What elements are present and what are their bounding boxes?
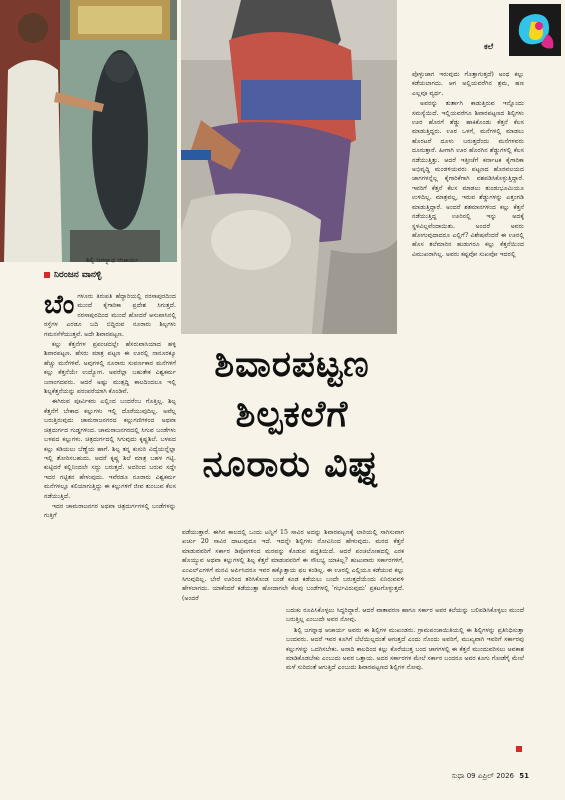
headline-line-2: ಶಿಲ್ಪಕಲೆಗೆ — [235, 394, 349, 435]
article-column-3 — [412, 70, 524, 602]
end-marker — [516, 746, 522, 752]
headline-block — [178, 334, 406, 526]
paragraph: ಇದರ ಚಾಮರಾಜನಗರ ಅಥವಾ ಚಿತ್ರದುರ್ಗಗಳಲ್ಲಿ ಬಂಡೆಗಳನ್ನು ಗುತ್ತಿಗೆ — [44, 502, 176, 520]
headline-line-3: ನೂರಾರು ವಿಘ್ನ — [202, 444, 382, 485]
paragraph: ಕಲ್ಲು ಕೆತ್ತನೆಗಳ ಪ್ರಪಂಚದಲ್ಲೇ ಹೆಸರುವಾಸಿಯಾದ ಹಳ್ಳಿ ಶಿವಾರಪಟ್ಟಣ. ಹೆಸರು ಮಾತ್ರ ಪಟ್ಟಣ ಈ ಊರಲ್ಲಿ ನಾನೂರಕ್ಕೂ ಹೆಚ್ಚು ಮನೆಗಳಿವೆ. ಅವುಗಳಲ್ಲಿ ನೂರಾರು ಸುವರ್ಣಕಾರ ಮನೆಗಳಿಗೆ ಕಲ್ಲು ಕೆತ್ತನೆಯೇ ಉದ್ಯೋಗ. ಅವರೆಲ್ಲಾ ಬಹುತೇಕ ವಿಶ್ವಕರ್ಮ ಜನಾಂಗದವರು. ಆದರೆ ಅಷ್ಟು ಮುತ್ಸದ್ದಿ ಕಾಲದಿಂದಲೂ ಇಲ್ಲಿ ಶಿಲ್ಪಕೆತ್ತನೆಯನ್ನು ಪರಂಪರೆಯಾಗಿ ಕೊಂಡಿವೆ. — [44, 341, 176, 396]
left-photo-caption: ಶಿಲ್ಪಿ ಜಗನ್ನಾಥ ಆಚಾರ್ಯ — [86, 256, 139, 264]
section-label: ಕಲೆ — [484, 42, 494, 51]
dropcap: ಬೆಂ — [44, 292, 75, 320]
page-number: 51 — [519, 772, 529, 780]
byline — [44, 270, 101, 280]
paragraph: ಅವರನ್ನು ತುರ್ತಾಗಿ ಕಾಡುತ್ತಿರುವ ಇನ್ನೊಂದು ಸಮಸ್ಯೆಯಿದೆ. ಇಲ್ಲಿಯವರೆಗೂ ಶಿವಾರಪಟ್ಟಣದ ಶಿಲ್ಪಿಗಳು ಊರ ಹೊರಗೆ ಶೆಡ್ಡು ಹಾಕಿಕೊಂಡು ಕೆತ್ತನೆ ಕೆಲಸ ಮಾಡುತ್ತಿದ್ದರು. ಊರ ಒಳಗೆ, ಮನೆಗಳಲ್ಲಿ ಮಾಡಲು ಹೊರಟರೆ ದೂಳು ಬರುತ್ತದೆಂದು ಮನೆಗಳವರು ದೂರುತ್ತಾರೆ. ಹೀಗಾಗಿ ಊರ ಹೊರಗಿನ ಶೆಡ್ಡುಗಳಲ್ಲಿ ಕೆಲಸ ನಡೆಯುತ್ತಿತ್ತು. ಆದರೆ ಇತ್ತೀಚೆಗೆ ಕರ್ನಾಟಕ ಕೈಗಾರಿಕಾ ಅಭಿವೃದ್ಧಿ ಮಂಡಳಿಯವರು ಪಟ್ಟಣದ ಹೊರವಲಯದ ಜಾಗಗಳನ್ನೆಲ್ಲ ಕೈಗಾರಿಕೆಗಾಗಿ ವಶಪಡಿಸಿಕೊಳ್ಳುತ್ತಿದ್ದಾರೆ. ಇವರಿಗೆ ಕೆತ್ತನೆ ಕೆಲಸ ಮಾಡಲು ತುಂಡುಭೂಮಿಯೂ ಉಳಿದಿಲ್ಲ. ಮಾತ್ರವಲ್ಲ, ಇರುವ ಶೆಡ್ಡುಗಳನ್ನು ಎತ್ತಂಗಡಿ ಮಾಡುತ್ತಿದ್ದಾರೆ. ಅಂದರೆ ಶತಮಾನಗಳಿಂದ ಕಲ್ಲು ಕೆತ್ತನೆ ನಡೆಯುತ್ತಿದ್ದ ಊರಿನಲ್ಲಿ ಇನ್ನು ಅದಕ್ಕೆ ಸ್ಥಳವಿಲ್ಲವೆಂದಾಯಿತು. ಅಂದರೆ ಅವರು ಹೋಗುವುದಾದರೂ ಎಲ್ಲಿಗೆ? ವಿಶೇಷವೆಂದರೆ ಈ ಊರಲ್ಲಿ ಹೊಸ ತಲೆಮಾರಿನ ಹುಡುಗರೂ ಕಲ್ಲು ಕೆತ್ತನೆಯಿಂದ ವಿಮುಖರಾಗಿಲ್ಲ. ಅವರು ಕಷ್ಟವೋ ಸುಖವೋ ಇದರಲ್ಲಿ — [412, 100, 524, 258]
byline-author: ನಿರಂಜನ ವಾನಳ್ಳಿ — [54, 270, 102, 280]
paragraph: ಬದುಕು ರೂಪಿಸಿಕೊಳ್ಳಲು ಸಿದ್ಧರಿದ್ದಾರೆ. ಆದರೆ ವಾತಾವರಣ ಹಾಗೂ ಸರ್ಕಾರ ಅವರ ಕಲೆಯನ್ನು ಬಲಿಪಡಿಸಿಕೊಳ್ಳಲು ಮುಂದೆ ಬರುತ್ತಿಲ್ಲ ಎಂಬುದೇ ಅವರ ನೋವು. — [286, 607, 524, 624]
paragraph: ಪೊಳ್ಳುಜಾಗ ಇರುವುದು ಗೊತ್ತಾಗುತ್ತದೆ) ಅಂಥ ಕಲ್ಲು ಕಡೆಯಲಾಗದು. ಆಗ ಅಲ್ಲಿಯವರೆಗಿನ ಶ್ರಮ, ಹಣ ಎಲ್ಲವೂ ವ್ಯರ್ಥ. — [412, 71, 524, 97]
article-lead-paragraph: ಬೆಂಗಳೂರು ತಿರುಪತಿ ಹೆದ್ದಾರಿಯಲ್ಲಿ ನರಸಾಪುರದಿಂದ ಮುಂದೆ ಕೈಗಾರಿಕಾ ಪ್ರದೇಶ ಸಿಗುತ್ತದೆ. ನರಸಾಪುರದಿಂದ ಮುಂದೆ ಹೋದರೆ ಆಸುಪಾಸಿನಲ್ಲಿ ರಸ್ತೆಗಳ ಎರಡೂ ಬದಿ ಬಿದ್ದಿರುವ ನೂರಾರು ಶಿಲ್ಪಗಳು ಗಮನಸೆಳೆಯುತ್ತವೆ. ಅದೇ ಶಿವಾರಪಟ್ಟಣ. — [44, 292, 176, 338]
article-column-2 — [182, 528, 404, 602]
footer — [452, 772, 529, 781]
byline-marker — [44, 272, 50, 278]
paragraph: ಶಿಲ್ಪಿ ಜಗನ್ನಾಥ ಆಚಾರ್ಯ ಅವರು ಈ ಶಿಲ್ಪಿಗಳ ಮುಖಂಡರು. ಗ್ರಾಮಪಂಚಾಯಿತಿಯಲ್ಲಿ ಈ ಶಿಲ್ಪಿಗಳನ್ನು ಪ್ರತಿನಿಧಿಸುತ್ತಾ ಬಂದವರು. ಆದರೆ ಇವರ ಕೂಗಿಗೆ ಬೆಲೆಯಿಲ್ಲದಂತೆ ಆಗುತ್ತದೆ ಎಂದು ನೊಂದು ಅವರಿಗೆ, ಮುಖ್ಯವಾಗಿ ಇವರಿಗೆ ಸರ್ಕಾರವು ಕಲ್ಲುಗಳನ್ನು ಒದಗಿಸಬೇಕು. ಅನಾದಿ ಕಾಲದಿಂದ ಕಲ್ಲು ಕೊರೆಯುತ್ತ ಬಂದ ಜಾಗಗಳಲ್ಲಿ ಈ ಕೆತ್ತನೆ ಮುಂದುವರಿಸಲು ಅವಕಾಶ ಮಾಡಿಕೊಡಬೇಕು ಎಂಬುದು ಅವರ ಒತ್ತಾಯ. ಅದರ ಸರ್ಕಾರಗಳ ಮೇಲೆ ಸರ್ಕಾರ ಬಂದರೂ ಅವರ ಕೂಗು ಗೋಡೆಗೈ ಮೇಲೆ ಮಳೆ ಸುರಿದಂತೆ ಆಗುತ್ತಿದೆ ಎಂಬುದು ಶಿವಾರಪಟ್ಟಣದ ಶಿಲ್ಪಿಗಳ ನೋವು. — [286, 626, 524, 672]
article-column-1 — [44, 292, 176, 758]
magazine-logo-icon — [509, 4, 561, 56]
sculptor-photo — [0, 0, 177, 262]
carving-photo — [181, 0, 397, 344]
paragraph: ಪಡೆಯುತ್ತಾರೆ. ಈಗಿನ ಕಾಲದಲ್ಲಿ ಒಂದು ಟನ್ನಿಗೆ 15 ಸಾವಿರ ಅದನ್ನು ಶಿವಾರಪಟ್ಟಣಕ್ಕೆ ಲಾರಿಯಲ್ಲಿ ಸಾಗಿಸುವಾಗ ಖರ್ಚು 20 ಸಾವಿರ ದಾಟುವುದೂ ಇದೆ. ಇದನ್ನೇ ಶಿಲ್ಪಿಗಳು ನೋವಿನಿಂದ ಹೇಳುವುದು. ಮರದ ಕೆತ್ತನೆ ಮಾಡುವವರಿಗೆ ಸರ್ಕಾರ ಡಿಪೋಗಳಿಂದ ಮರವನ್ನು ಕೊಡುವ ಪದ್ಧತಿಯಿದೆ. ಆದರೆ ಪಂಚಲೋಹದಲ್ಲಿ ಎರಕ ಹೊಯ್ಯುವ ಅಥವಾ ಕಲ್ಲುಗಳಲ್ಲಿ ಶಿಲ್ಪ ಕೆತ್ತನೆ ಮಾಡುವವರಿಗೆ ಈ ಸೌಲಭ್ಯ ಯಾಕಿಲ್ಲ? ಹುಟುವಾರು ಸರ್ಕಾರಗಳಿಗೆ, ಎಂಎಲ್‌ಎಗಳಿಗೆ ಮನವಿ ಅರ್ಪಿಸಿದರೂ ಇವರ ಹಕ್ಕೊತ್ತಾಯ ಫಲ ಕಂಡಿಲ್ಲ. ಈ ಊರಲ್ಲಿ ಎಲ್ಲಿಯೂ ಕಡೆಯುವ ಕಲ್ಲು ಸಿಗುವುದಿಲ್ಲ. ಬೇರೆ ಊರಿಂದ ತರಿಸಿಕೊಂಡ ಬಂಡೆ ಕೂಡ ಕಡೆಯಲು ಬಂದೇ ಬರುತ್ತದೆಯೆಂದು ಏನಿರುವವಳಿ ಹೇಳಲಾಗದು. ಯಾಕೆಂದರೆ ಕಡೆಯುತ್ತಾ ಹೋದಾಗಲೇ ಕೆಲವು ಬಂಡೆಗಳಲ್ಲಿ 'ಗರ್ಭವಿರುವುದು' ಪ್ರಕಟಗೊಳ್ಳುತ್ತದೆ. (ಅಂದರೆ — [182, 529, 404, 602]
article-closing-block — [286, 606, 524, 756]
magazine-logo — [509, 4, 561, 56]
footer-issue: ಸುಧಾ 09 ಏಪ್ರಿಲ್ 2026 — [451, 772, 515, 780]
headline-line-1: ಶಿವಾರಪಟ್ಟಣ — [214, 344, 370, 385]
paragraph: ಈಗಿರುವ ಪೂರ್ವಿಕರು ಎಲ್ಲಿಂದ ಬಂದರೆಂಬ ಗೊತ್ತಿಲ್ಲ. ಶಿಲ್ಪ ಕೆತ್ತನೆಗೆ ಬೇಕಾದ ಕಲ್ಲುಗಳು ಇಲ್ಲಿ ದೊರೆಯುವುದಿಲ್ಲ. ಅವೆಲ್ಲ ಬರುತ್ತಿರುವುದು ಚಾಮರಾಜನಗರದ ಕಲ್ಲುಗಣಿಗಳಿಂದ ಅಥವಾ ಚಿತ್ರದುರ್ಗದ ಗುಡ್ಡಗಳಿಂದ. ಚಾಮರಾಜನಗರದಲ್ಲಿ ಸಿಗುವ ಬಂಡೆಗಳು ಬಳಪದ ಕಲ್ಲುಗಳು. ಚಿತ್ರದುರ್ಗದಲ್ಲಿ ಸಿಗುವುದು ಕೃಷ್ಣಶಿಲೆ. ಬಳಪದ ಕಲ್ಲು ಕಡಿಯಲು ಬೆಣ್ಣೆಯ ಹಾಗೆ. ಶಿಲ್ಪ ತನ್ನ ಕುಸುರಿ ವಿದ್ಯೆಯನ್ನೆಲ್ಲಾ ಇಲ್ಲಿ ತೋರಿಸಬಹುದು. ಆದರೆ ಕೃಷ್ಣ ಶಿಲೆ ಮಾತ್ರ ಬಹಳ ಗಟ್ಟಿ. ಕುಟ್ಟಿದರೆ ಕಲ್ಲಿನಿಂದಲೇ ಸದ್ದು ಬರುತ್ತದೆ. ಅದರಿಂದ ಬರುವ ಸದ್ದೇ ಇದರ ಗಟ್ಟಿತನ ಹೇಳುವುದು. ಇವೆರಡೂ ನೂರಾರು ವಿಶ್ವಕರ್ಮ ಮನೆಗಳಲ್ಲೂ ಕಲಿಯಾಗುತ್ತಿದ್ದು ಈ ಕಲ್ಲುಗಳಿಗೆ ಜೀವ ತುಂಬುವ ಕೆಲಸ ನಡೆಯುತ್ತಿದೆ. — [44, 398, 176, 500]
